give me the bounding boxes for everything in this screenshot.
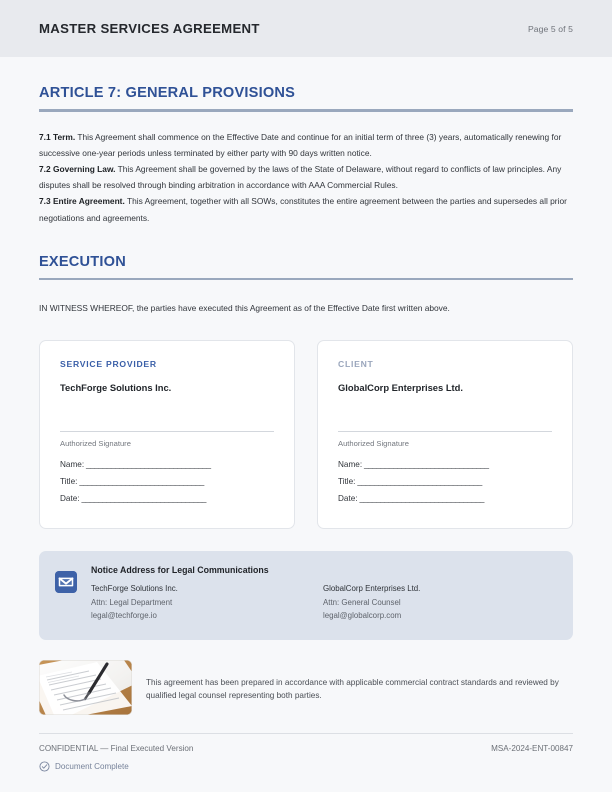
clause-7-3	[39, 193, 573, 225]
notice-address-box	[39, 551, 573, 640]
signature-field-title-blank: ______________________________	[355, 477, 482, 487]
notice-title: Notice Address for Legal Communications	[91, 565, 269, 576]
confidential-label: CONFIDENTIAL — Final Executed Version	[39, 743, 194, 753]
footer-row	[39, 744, 573, 753]
clause-7-1	[39, 129, 573, 161]
signature-field-name[interactable]	[60, 460, 274, 469]
clause-7-3-label: 7.3 Entire Agreement.	[39, 196, 125, 207]
envelope-icon	[55, 571, 77, 593]
signature-field-name-label: Name:	[60, 460, 85, 470]
document-id: MSA-2024-ENT-00847	[491, 743, 573, 753]
notice-attn: Attn: Legal Department	[91, 597, 173, 607]
signature-line[interactable]	[60, 431, 274, 432]
signature-caption: Authorized Signature	[60, 439, 131, 449]
article-heading-rule	[39, 109, 573, 112]
signature-caption: Authorized Signature	[338, 439, 409, 449]
document-header	[0, 0, 612, 57]
footer-divider	[39, 733, 573, 734]
notice-party-name: GlobalCorp Enterprises Ltd.	[323, 584, 421, 594]
signature-field-date[interactable]	[338, 494, 552, 503]
clause-7-1-label: 7.1 Term.	[39, 131, 76, 142]
execution-section	[39, 226, 573, 530]
signature-line[interactable]	[338, 431, 552, 432]
signature-party-name: TechForge Solutions Inc.	[60, 382, 172, 394]
execution-heading-rule	[39, 278, 573, 281]
clause-7-2	[39, 161, 573, 193]
notice-columns	[91, 584, 555, 625]
clause-7-2-label: 7.2 Governing Law.	[39, 163, 116, 174]
witness-statement: IN WITNESS WHEREOF, the parties have executed this Agreement as of the Effective Date first written above.	[39, 303, 450, 314]
signature-field-title[interactable]	[60, 477, 274, 486]
signature-field-title-blank: ______________________________	[77, 477, 204, 487]
notice-content	[91, 565, 555, 625]
signature-field-title-label: Title:	[60, 477, 78, 487]
notice-column-client	[323, 584, 555, 625]
signature-field-date-blank: ______________________________	[357, 494, 485, 504]
notice-attn: Attn: General Counsel	[323, 597, 401, 607]
page-indicator: Page 5 of 5	[527, 23, 573, 34]
signature-block-service-provider[interactable]	[39, 340, 295, 529]
signature-role-label: CLIENT	[338, 359, 374, 370]
image-note	[39, 660, 573, 715]
notice-email[interactable]: legal@techforge.io	[91, 611, 157, 621]
signature-blocks-row	[39, 340, 573, 529]
signature-field-date-blank: ______________________________	[79, 494, 207, 504]
clause-7-2-text: This Agreement shall be governed by the laws of the State of Delaware, without regard to conflicts of law principles. Any disputes shall be resolved through binding arbitration in accordance with AAA Commercial Rules.	[39, 163, 562, 191]
notice-column-provider	[91, 584, 323, 625]
page-body	[0, 57, 612, 772]
signature-field-date[interactable]	[60, 494, 274, 503]
clause-7-3-text: This Agreement, together with all SOWs, constitutes the entire agreement between the parties and supersedes all prior negotiations and agreements.	[39, 196, 567, 223]
status-badge-label: Document Complete	[55, 761, 129, 771]
status-badge	[39, 761, 573, 772]
execution-heading: EXECUTION	[39, 253, 126, 270]
signature-role-label: SERVICE PROVIDER	[60, 359, 157, 370]
page-title: MASTER SERVICES AGREEMENT	[39, 21, 260, 36]
signature-field-title[interactable]	[338, 477, 552, 486]
signature-block-client[interactable]	[317, 340, 573, 529]
circle-check-icon	[39, 761, 50, 772]
notice-email[interactable]: legal@globalcorp.com	[323, 611, 402, 621]
image-note-text: This agreement has been prepared in accordance with applicable commercial contract standards and reviewed by qualified legal counsel representing both parties.	[146, 677, 559, 701]
signature-field-name-blank: ______________________________	[84, 460, 211, 470]
signature-field-name[interactable]	[338, 460, 552, 469]
signature-party-name: GlobalCorp Enterprises Ltd.	[338, 382, 464, 394]
signature-field-date-label: Date:	[60, 494, 80, 504]
contract-document-photo	[39, 660, 132, 715]
article-heading: ARTICLE 7: GENERAL PROVISIONS	[39, 85, 296, 101]
clause-7-1-text: This Agreement shall commence on the Effective Date and continue for an initial term of three (3) years, automatically renewing for successive one-year periods unless terminated by either party with 90 days written notice.	[39, 131, 562, 158]
article-clauses	[39, 129, 573, 226]
article-section	[39, 57, 573, 226]
notice-party-name: TechForge Solutions Inc.	[91, 584, 178, 594]
signature-field-name-blank: ______________________________	[362, 460, 489, 470]
signature-field-name-label: Name:	[338, 460, 363, 470]
signature-field-date-label: Date:	[338, 494, 358, 504]
signature-field-title-label: Title:	[338, 477, 356, 487]
